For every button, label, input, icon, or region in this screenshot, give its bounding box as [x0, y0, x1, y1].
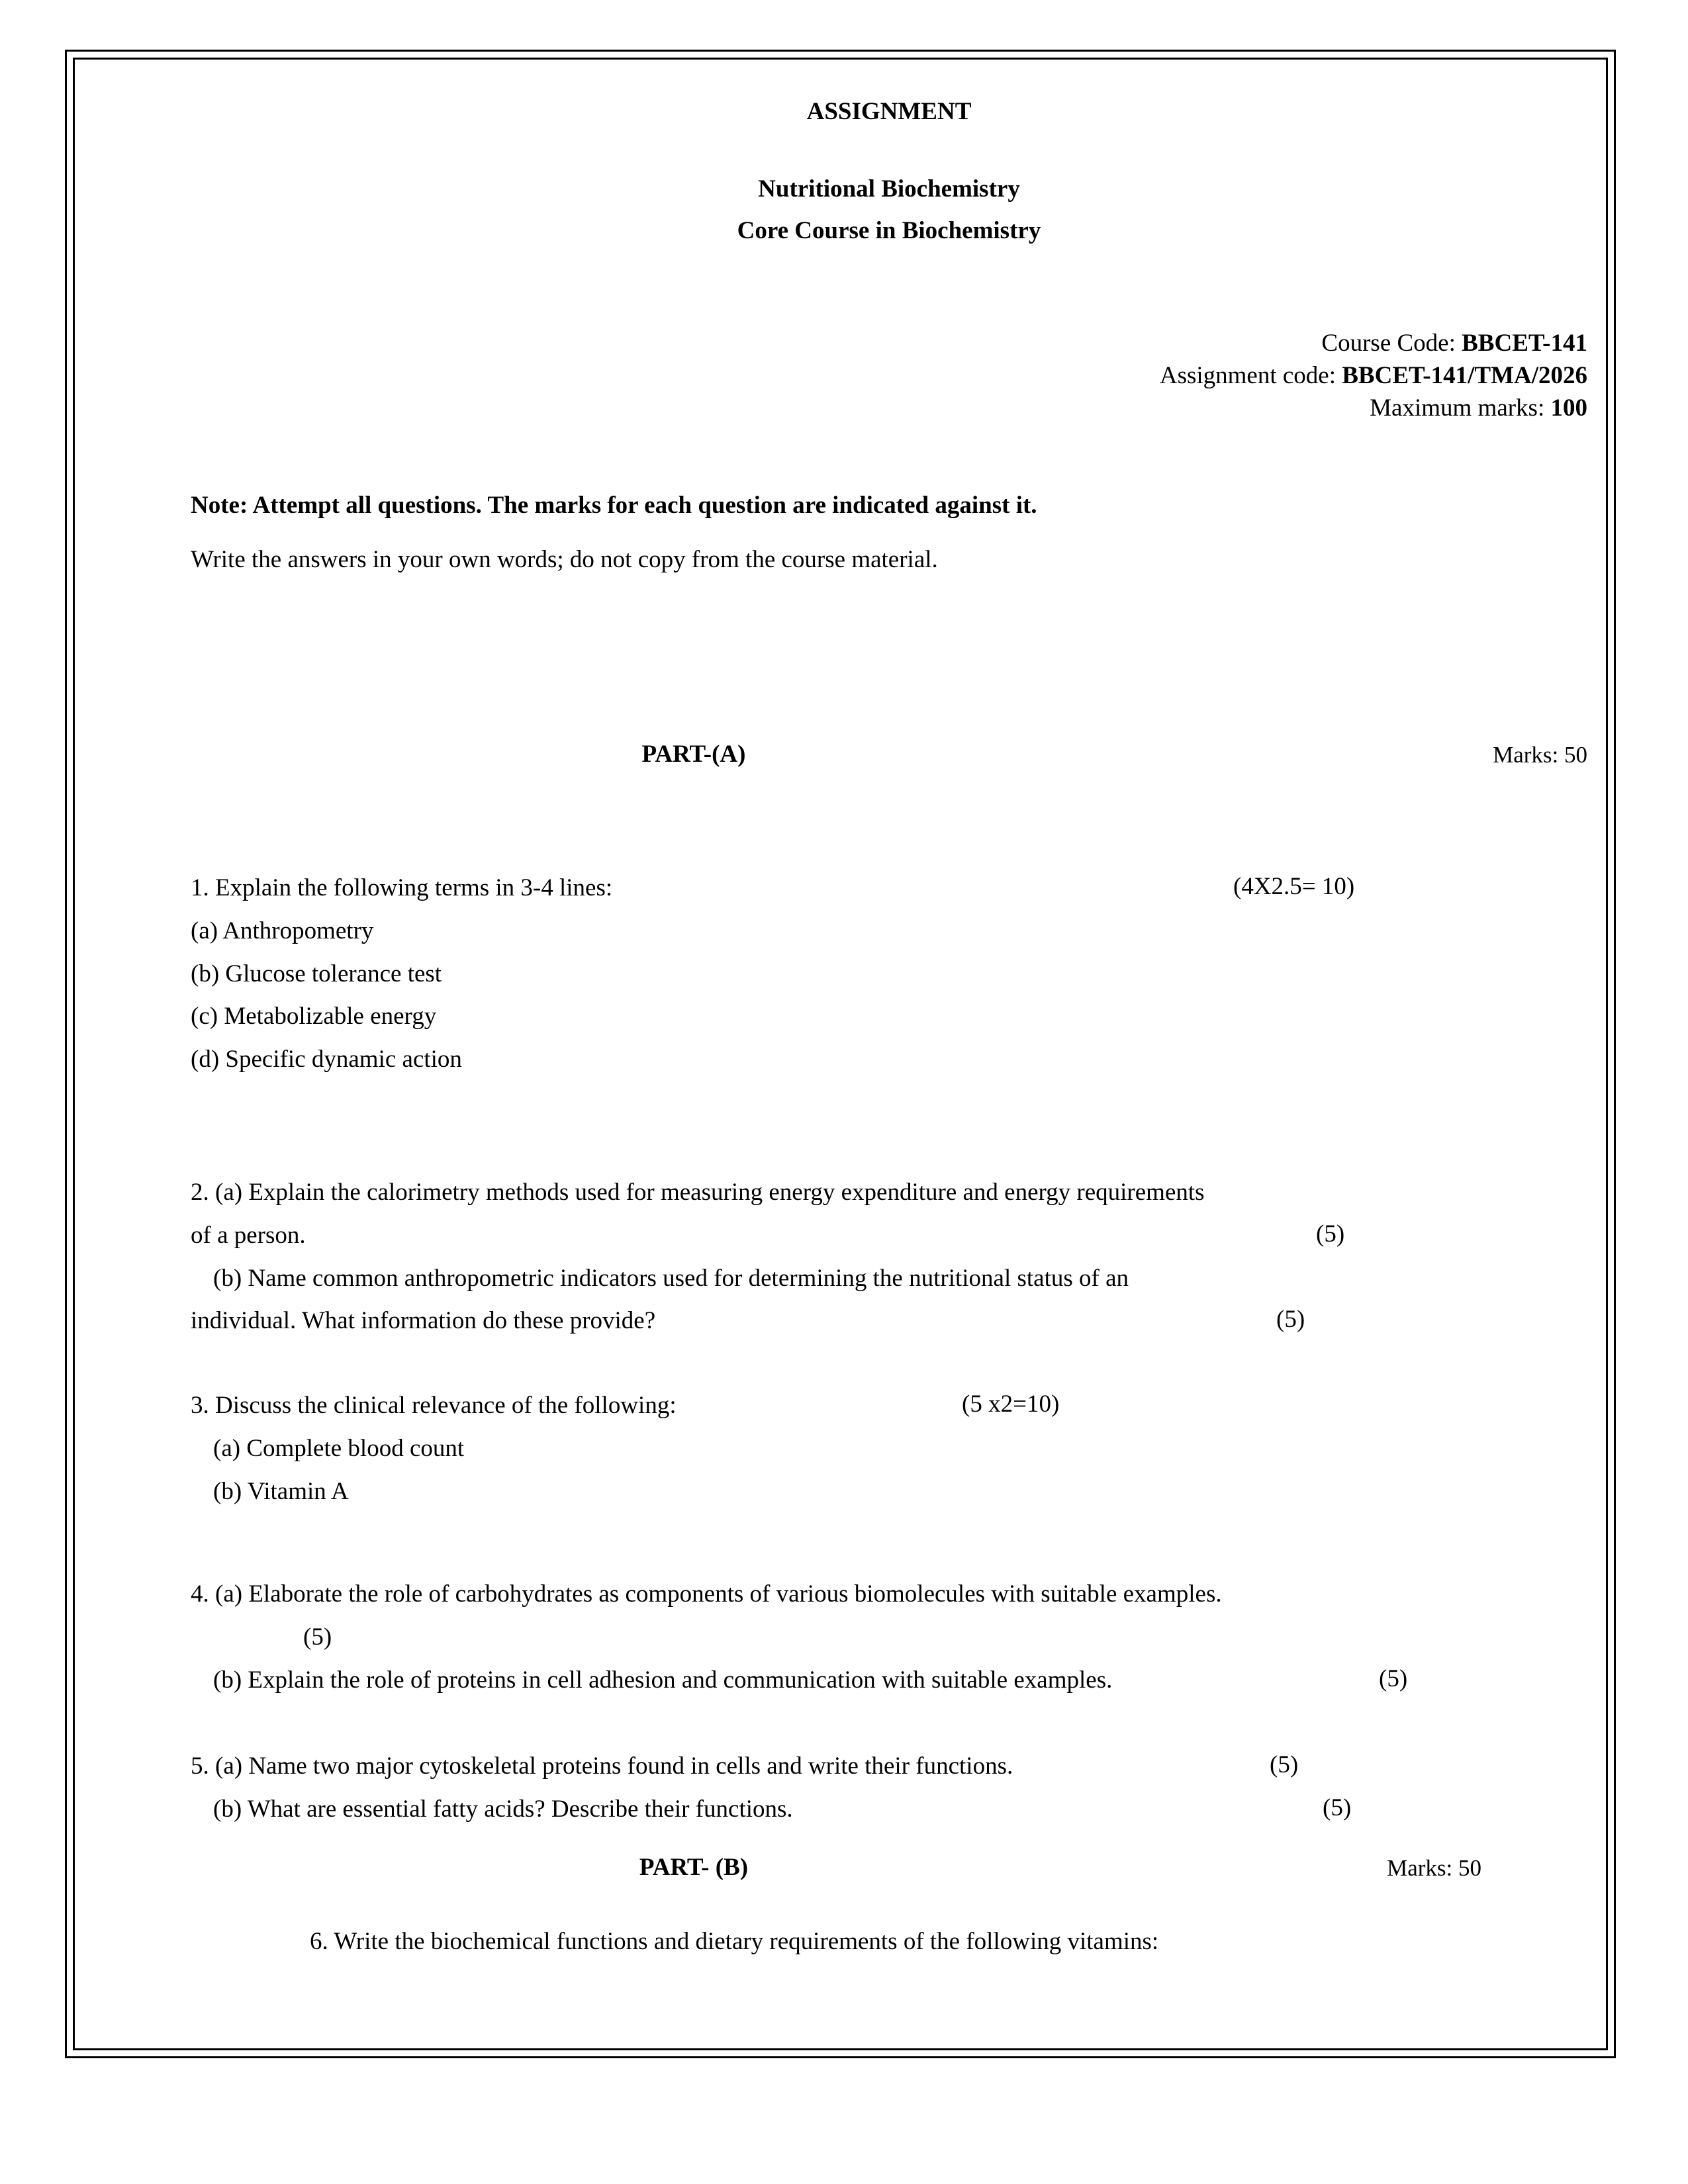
- question-1: [191, 872, 1587, 1076]
- question-5a-marks: (5): [1270, 1751, 1299, 1778]
- question-2a-line-2-row: [191, 1220, 1587, 1252]
- question-2b-marks: (5): [1276, 1306, 1305, 1334]
- question-2a-line-1: 2. (a) Explain the calorimetry methods used for measuring energy expenditure and energy requirements: [191, 1179, 1205, 1206]
- question-6-stem: 6. Write the biochemical functions and dietary requirements of the following vitamins:: [310, 1928, 1159, 1955]
- maximum-marks-label: Maximum marks:: [1370, 394, 1551, 422]
- question-5: [191, 1751, 1587, 1826]
- question-2a-line-2: of a person.: [191, 1221, 306, 1249]
- part-b-label: PART- (B): [639, 1854, 749, 1881]
- assignment-code-line: [191, 360, 1587, 392]
- question-3-stem: 3. Discuss the clinical relevance of the following:: [191, 1392, 677, 1419]
- course-code-line: [191, 328, 1587, 359]
- question-2a-marks: (5): [1316, 1220, 1345, 1248]
- question-5a-row: [191, 1751, 1587, 1783]
- question-3-item-a: (a) Complete blood count: [213, 1434, 465, 1462]
- course-title-line-2: Core Course in Biochemistry: [737, 217, 1041, 244]
- part-a-marks: Marks: 50: [1493, 742, 1587, 768]
- question-1-item-d: (d) Specific dynamic action: [191, 1046, 462, 1073]
- page-title: ASSIGNMENT: [806, 98, 972, 125]
- question-1-item-c: (c) Metabolizable energy: [191, 1003, 437, 1030]
- course-code-label: Course Code:: [1321, 330, 1462, 357]
- question-3-stem-row: [191, 1390, 1587, 1422]
- instruction-text: Write the answers in your own words; do not copy from the course material.: [191, 546, 938, 573]
- question-3: [191, 1390, 1587, 1508]
- question-3-marks: (5 x2=10): [962, 1390, 1060, 1418]
- question-4b-marks: (5): [1379, 1664, 1408, 1692]
- question-2b-line-2-row: [191, 1305, 1587, 1338]
- question-4: [191, 1578, 1587, 1696]
- question-4b-row: [191, 1664, 1587, 1697]
- question-1-stem: 1. Explain the following terms in 3-4 lines:: [191, 874, 613, 901]
- maximum-marks-line: [191, 392, 1587, 424]
- question-1-item-b: (b) Glucose tolerance test: [191, 960, 442, 987]
- question-5a-line-1: 5. (a) Name two major cytoskeletal proteins found in cells and write their functions.: [191, 1752, 1013, 1780]
- question-4b-line-1: (b) Explain the role of proteins in cell adhesion and communication with suitable examples.: [213, 1666, 1113, 1694]
- question-1-stem-row: [191, 872, 1587, 905]
- course-code-value: BBCET-141: [1462, 330, 1587, 357]
- assignment-code-label: Assignment code:: [1159, 362, 1342, 389]
- question-4a-line-1: 4. (a) Elaborate the role of carbohydrates as components of various biomolecules with suitable examples.: [191, 1580, 1222, 1608]
- question-2: [191, 1177, 1587, 1338]
- question-5b-marks: (5): [1323, 1794, 1352, 1821]
- part-b-marks: Marks: 50: [1387, 1855, 1481, 1881]
- note-text: Note: Attempt all questions. The marks for each question are indicated against it.: [191, 492, 1037, 519]
- question-2b-line-2: individual. What information do these provide?: [191, 1307, 656, 1335]
- question-5b-line-1: (b) What are essential fatty acids? Describe their functions.: [213, 1795, 793, 1823]
- question-1-item-a: (a) Anthropometry: [191, 917, 374, 944]
- question-3-item-b: (b) Vitamin A: [213, 1477, 349, 1505]
- question-4a-marks: (5): [303, 1623, 332, 1651]
- part-a-label: PART-(A): [641, 741, 746, 768]
- assignment-code-value: BBCET-141/TMA/2026: [1342, 362, 1587, 389]
- maximum-marks-value: 100: [1550, 394, 1587, 422]
- question-1-marks: (4X2.5= 10): [1233, 873, 1355, 900]
- question-5b-row: [191, 1794, 1587, 1826]
- course-title-line-1: Nutritional Biochemistry: [758, 175, 1020, 203]
- question-2b-line-1: (b) Name common anthropometric indicators used for determining the nutritional status of an: [213, 1264, 1129, 1292]
